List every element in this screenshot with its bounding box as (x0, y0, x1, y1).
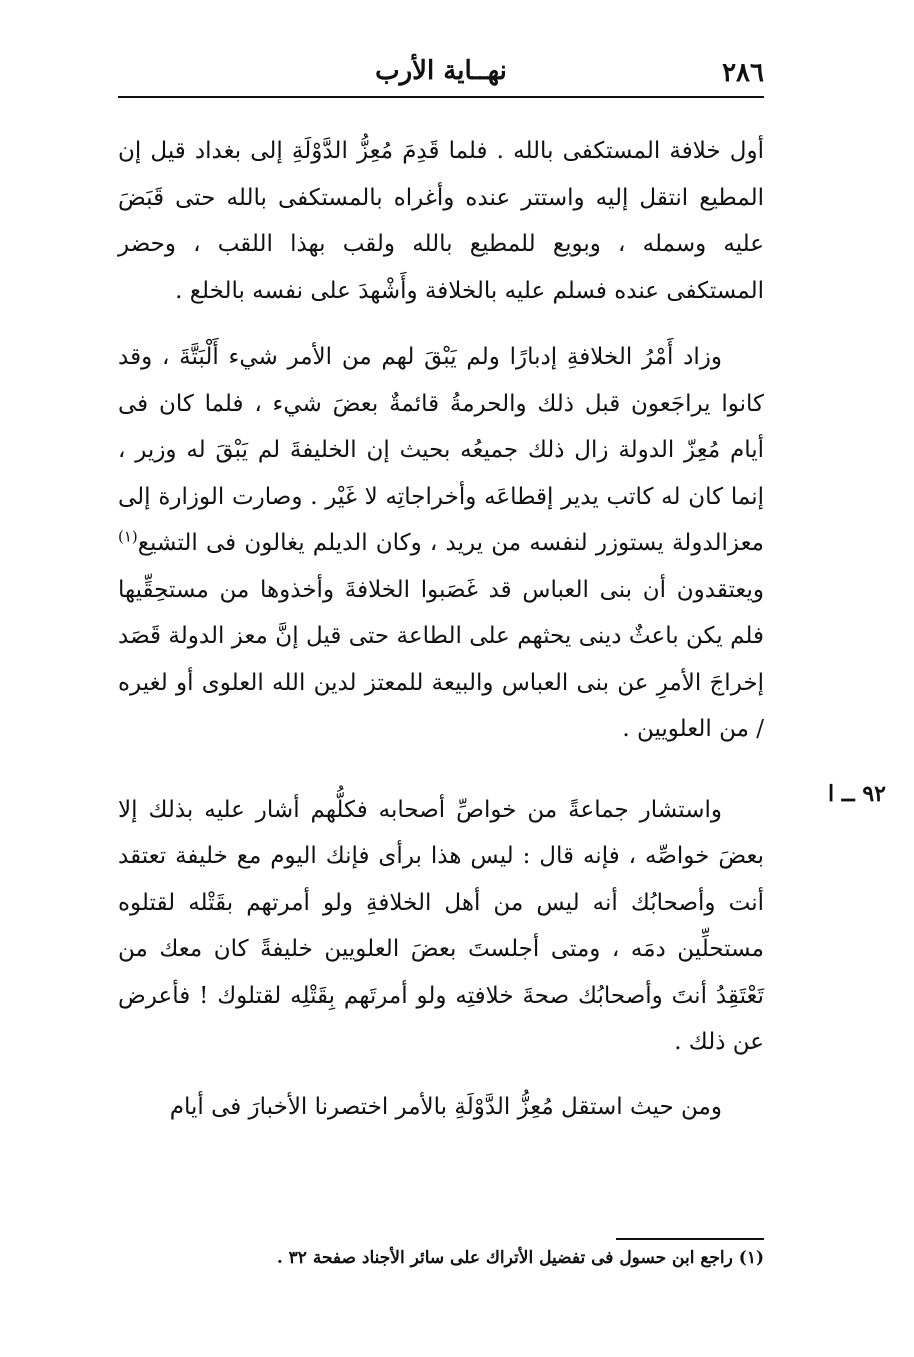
paragraph-3: واستشار جماعةً من خواصِّ أصحابه فكلُّهم أشار عليه بذلك إلا بعضَ خواصِّه ، فإنه قال : ليس هذا برأى فإنك اليوم مع خليفة تعتقد أنت وأصحابُك أنه ليس من أهل الخلافةِ ولو أمرتهم بقَتْله لقتلوه مستحلِّين دمَه ، ومتى أجلستَ بعضَ العلويين خليفةً كان معك من تَعْتَقِدُ أنتَ وأصحابُك صحةَ خلافتِه ولو أمرتَهم بِقَتْلِه لقتلوك ! فأعرض عن ذلك . (118, 796, 764, 1055)
page-header (118, 52, 764, 92)
footnote: (١) راجع ابن حسول فى تفضيل الأتراك على سائر الأجناد صفحة ٣٢ . (276, 1248, 764, 1268)
header-rule (118, 96, 764, 98)
paragraph-2-continuation: ويعتقدون أن بنى العباس قد غَصَبوا الخلافةَ وأخذوها من مستحِقِّيها فلم يكن باعثٌ دينى يحثهم على الطاعة حتى قيل إنَّ معز الدولة قَصَد إخراجَ الأمرِ عن بنى العباس والبيعة للمعتز لدين الله العلوى أو لغيره / من العلويين . (118, 576, 764, 742)
paragraph-1: أول خلافة المستكفى بالله . فلما قَدِمَ مُعِزُّ الدَّوْلَةِ إلى بغداد قيل إن المطيع انتقل إليه واستتر عنده وأغراه بالمستكفى بالله حتى قَبَضَ عليه وسمله ، وبويع للمطيع بالله ولقب بهذا اللقب ، وحضر المستكفى عنده فسلم عليه بالخلافة وأَشْهدَ على نفسه بالخلع . (118, 138, 764, 304)
paragraph-2-text: وزاد أَمْرُ الخلافةِ إدبارًا ولم يَبْقَ لهم من الأمر شيء أَلْبَتَّةَ ، وقد كانوا يراجَعون قبل ذلك والحرمةُ قائمةٌ بعضَ شيء ، فلما كان فى أيام مُعِزّ الدولة زال ذلك جميعُه بحيث إن الخليفةَ لم يَبْقَ له وزير ، إنما كان له كاتب يدير إقطاعَه وأخراجاتِه لا غَيْر . وصارت الوزارة إلى معزالدولة يستوزر لنفسه من يريد ، وكان الديلم يغالون فى التشيع (118, 344, 764, 556)
paragraph-4: ومن حيث استقل مُعِزُّ الدَّوْلَةِ بالأمر اختصرنا الأخبارَ فى أيام (169, 1093, 722, 1120)
margin-folio-note: ٩٢ ــ ا (828, 781, 886, 807)
running-title: نهــاية الأرب (375, 56, 507, 86)
footnote-rule (616, 1238, 764, 1240)
main-text (118, 128, 764, 1130)
footnote-marker: (١) (118, 527, 138, 546)
paragraph-2 (118, 334, 764, 753)
page-number: ٢٨٦ (722, 58, 764, 88)
